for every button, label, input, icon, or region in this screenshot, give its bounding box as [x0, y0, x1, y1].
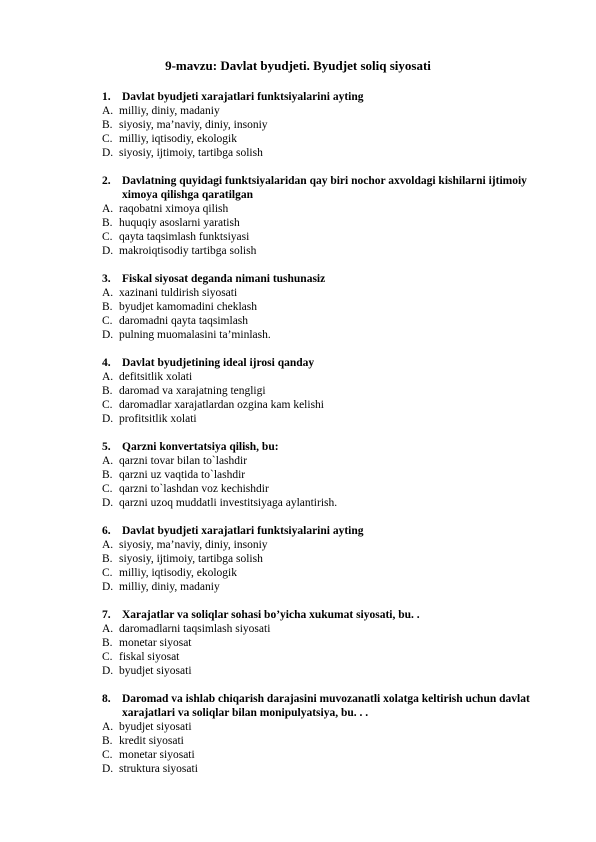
answer-option: [102, 202, 532, 216]
answer-option: [102, 720, 532, 734]
answer-option: [102, 538, 532, 552]
question-text: Fiskal siyosat deganda nimani tushunasiz: [122, 273, 326, 285]
answer-option: [102, 482, 532, 496]
question-number: 5.: [102, 441, 111, 453]
answer-option: [102, 412, 532, 426]
question-text: Daromad va ishlab chiqarish darajasini muvozanatli xolatga keltirish uchun davlat xarajatlari va soliqlar bilan monipulyatsiya, bu. . .: [122, 693, 530, 719]
option-letter: B.: [102, 637, 113, 649]
option-letter: A.: [102, 203, 114, 215]
option-text: xazinani tuldirish siyosati: [119, 287, 238, 299]
option-text: monetar siyosat: [119, 637, 192, 649]
option-text: struktura siyosati: [119, 763, 198, 775]
answer-option: [102, 552, 532, 566]
answer-option: [102, 762, 532, 776]
question-1: [102, 90, 532, 160]
question-number: 2.: [102, 175, 111, 187]
question-stem: [102, 90, 532, 104]
question-6: [102, 524, 532, 594]
option-letter: D.: [102, 147, 114, 159]
option-text: siyosiy, ma’naviy, diniy, insoniy: [119, 119, 268, 131]
option-letter: C.: [102, 315, 113, 327]
option-letter: A.: [102, 455, 114, 467]
option-text: daromad va xarajatning tengligi: [119, 385, 266, 397]
question-stem: [102, 608, 532, 622]
option-letter: D.: [102, 497, 114, 509]
answer-option: [102, 300, 532, 314]
answer-option: [102, 468, 532, 482]
question-text: Davlat byudjeti xarajatlari funktsiyalarini ayting: [122, 91, 364, 103]
page-title: 9-mavzu: Davlat byudjeti. Byudjet soliq siyosati: [165, 58, 431, 73]
answer-option: [102, 734, 532, 748]
option-text: qarzni uzoq muddatli investitsiyaga aylantirish.: [119, 497, 338, 509]
question-8: [102, 692, 532, 776]
question-5: [102, 440, 532, 510]
option-text: daromadni qayta taqsimlash: [119, 315, 249, 327]
answer-option: [102, 748, 532, 762]
question-number: 4.: [102, 357, 111, 369]
option-letter: D.: [102, 581, 114, 593]
option-letter: C.: [102, 651, 113, 663]
option-letter: C.: [102, 231, 113, 243]
option-text: defitsitlik xolati: [119, 371, 193, 383]
option-text: monetar siyosati: [119, 749, 195, 761]
answer-option: [102, 146, 532, 160]
option-letter: A.: [102, 287, 114, 299]
option-text: milliy, diniy, madaniy: [119, 581, 220, 593]
option-letter: B.: [102, 735, 113, 747]
question-text: Davlatning quyidagi funktsiyalaridan qay biri nochor axvoldagi kishilarni ijtimoiy ximoya qilishga qaratilgan: [122, 175, 527, 201]
question-number: 3.: [102, 273, 111, 285]
option-letter: D.: [102, 763, 114, 775]
option-letter: B.: [102, 217, 113, 229]
option-letter: C.: [102, 483, 113, 495]
answer-option: [102, 328, 532, 342]
answer-option: [102, 566, 532, 580]
question-number: 6.: [102, 525, 111, 537]
option-letter: D.: [102, 329, 114, 341]
answer-option: [102, 454, 532, 468]
option-letter: A.: [102, 371, 114, 383]
option-letter: B.: [102, 469, 113, 481]
option-letter: B.: [102, 385, 113, 397]
answer-option: [102, 384, 532, 398]
option-text: daromadlarni taqsimlash siyosati: [119, 623, 271, 635]
option-text: daromadlar xarajatlardan ozgina kam kelishi: [119, 399, 324, 411]
answer-option: [102, 314, 532, 328]
option-letter: C.: [102, 399, 113, 411]
option-text: makroiqtisodiy tartibga solish: [119, 245, 257, 257]
answer-option: [102, 650, 532, 664]
option-letter: B.: [102, 119, 113, 131]
question-3: [102, 272, 532, 342]
question-list: [102, 90, 532, 790]
option-letter: D.: [102, 413, 114, 425]
option-letter: C.: [102, 133, 113, 145]
option-letter: C.: [102, 567, 113, 579]
option-text: milliy, diniy, madaniy: [119, 105, 220, 117]
question-stem: [102, 272, 532, 286]
option-letter: A.: [102, 105, 114, 117]
answer-option: [102, 104, 532, 118]
option-text: milliy, iqtisodiy, ekologik: [119, 133, 237, 145]
option-text: profitsitlik xolati: [119, 413, 197, 425]
option-text: byudjet kamomadini cheklash: [119, 301, 257, 313]
option-letter: A.: [102, 721, 114, 733]
option-text: siyosiy, ijtimoiy, tartibga solish: [119, 553, 263, 565]
question-2: [102, 174, 532, 258]
question-text: Davlat byudjeti xarajatlari funktsiyalarini ayting: [122, 525, 364, 537]
option-text: qarzni to`lashdan voz kechishdir: [119, 483, 269, 495]
option-letter: B.: [102, 301, 113, 313]
option-text: raqobatni ximoya qilish: [119, 203, 229, 215]
question-number: 1.: [102, 91, 111, 103]
answer-option: [102, 286, 532, 300]
answer-option: [102, 664, 532, 678]
option-text: milliy, iqtisodiy, ekologik: [119, 567, 237, 579]
option-text: huquqiy asoslarni yaratish: [119, 217, 240, 229]
question-7: [102, 608, 532, 678]
option-letter: D.: [102, 245, 114, 257]
option-text: pulning muomalasini ta’minlash.: [119, 329, 271, 341]
answer-option: [102, 244, 532, 258]
option-text: qarzni tovar bilan to`lashdir: [119, 455, 248, 467]
question-stem: [102, 692, 532, 720]
option-letter: B.: [102, 553, 113, 565]
question-text: Davlat byudjetining ideal ijrosi qanday: [122, 357, 315, 369]
answer-option: [102, 216, 532, 230]
option-text: qayta taqsimlash funktsiyasi: [119, 231, 250, 243]
option-text: siyosiy, ma’naviy, diniy, insoniy: [119, 539, 268, 551]
question-stem: [102, 356, 532, 370]
option-letter: A.: [102, 539, 114, 551]
question-stem: [102, 524, 532, 538]
option-text: kredit siyosati: [119, 735, 184, 747]
option-text: byudjet siyosati: [119, 721, 192, 733]
option-text: fiskal siyosat: [119, 651, 180, 663]
answer-option: [102, 370, 532, 384]
option-text: byudjet siyosati: [119, 665, 192, 677]
answer-option: [102, 580, 532, 594]
question-text: Qarzni konvertatsiya qilish, bu:: [122, 441, 279, 453]
option-letter: D.: [102, 665, 114, 677]
option-text: siyosiy, ijtimoiy, tartibga solish: [119, 147, 263, 159]
question-stem: [102, 174, 532, 202]
question-number: 8.: [102, 693, 111, 705]
question-number: 7.: [102, 609, 111, 621]
answer-option: [102, 132, 532, 146]
option-text: qarzni uz vaqtida to`lashdir: [119, 469, 246, 481]
answer-option: [102, 636, 532, 650]
answer-option: [102, 398, 532, 412]
option-letter: C.: [102, 749, 113, 761]
answer-option: [102, 496, 532, 510]
answer-option: [102, 622, 532, 636]
answer-option: [102, 118, 532, 132]
question-text: Xarajatlar va soliqlar sohasi bo’yicha xukumat siyosati, bu. .: [122, 609, 420, 621]
answer-option: [102, 230, 532, 244]
question-stem: [102, 440, 532, 454]
option-letter: A.: [102, 623, 114, 635]
question-4: [102, 356, 532, 426]
